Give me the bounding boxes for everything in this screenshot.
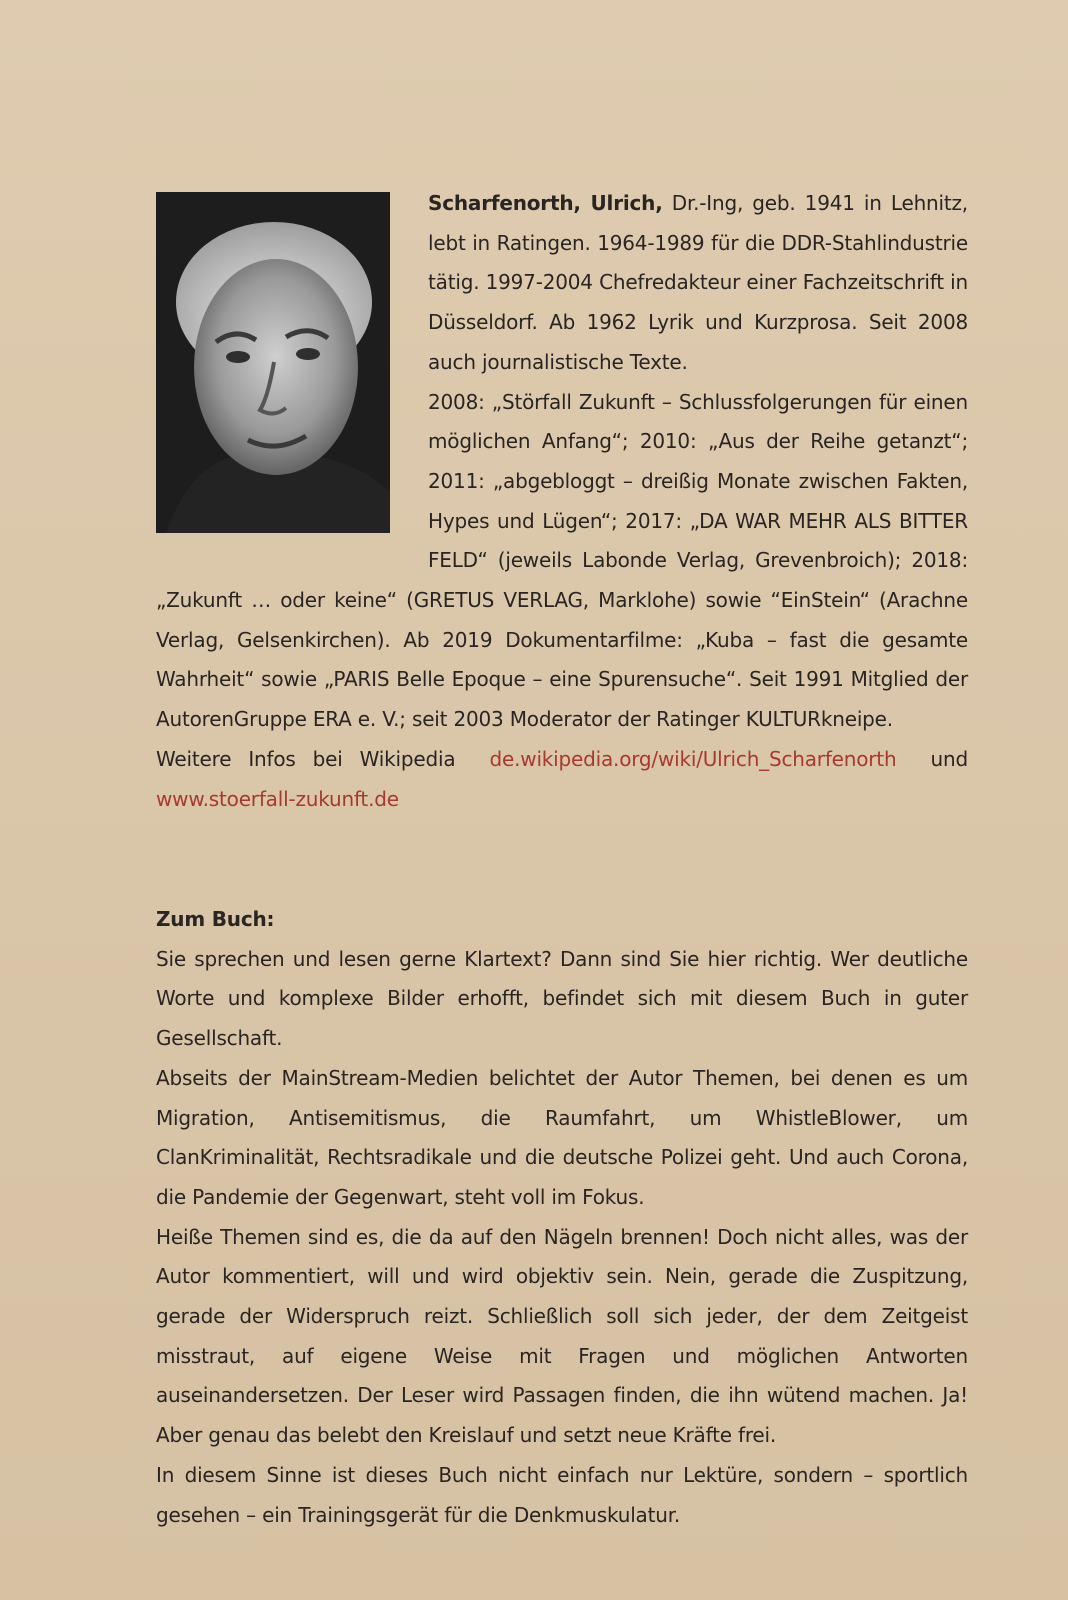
more-info <box>156 740 968 819</box>
book-paragraph: In diesem Sinne ist dieses Buch nicht einfach nur Lektüre, sondern – sportlich gesehen – ein Trainingsgerät für die Denkmuskulatur. <box>156 1462 968 1527</box>
wikipedia-link[interactable]: de.wikipedia.org/wiki/Ulrich_Scharfenorth <box>489 746 897 771</box>
website-link[interactable]: www.stoerfall-zukunft.de <box>156 786 399 811</box>
author-bio <box>156 184 968 819</box>
book-paragraph: Sie sprechen und lesen gerne Klartext? Dann sind Sie hier richtig. Wer deutliche Worte und komplexe Bilder erhofft, befindet sich mit diesem Buch in guter Gesellschaft. <box>156 946 968 1051</box>
bio-works: 2008: „Störfall Zukunft – Schlussfolgerungen für einen möglichen Anfang“; 2010: „Aus der Reihe getanzt“; 2011: „abgebloggt – dreißig Monate zwischen Fakten, Hypes und Lügen“; 2017: „DA WAR MEHR ALS BITTER FELD“ (jeweils Labonde Verlag, Grevenbroich); 2018: „Zukunft … oder keine“ (GRETUS VERLAG, Marklohe) sowie “EinStein“ (Arachne Verlag, Gelsenkirchen). Ab 2019 Dokumentarfilme: „Kuba – fast die gesamte Wahrheit“ sowie „PARIS Belle Epoque – eine Spurensuche“. Seit 1991 Mitglied der AutorenGruppe ERA e. V.; seit 2003 Moderator der Ratinger KULTURkneipe. <box>156 389 968 732</box>
book-paragraph: Abseits der MainStream-Medien belichtet der Autor Themen, bei denen es um Migration, Antisemitismus, die Raumfahrt, um WhistleBlower, um ClanKriminalität, Rechtsradikale und die deutsche Polizei geht. Und auch Corona, die Pandemie der Gegenwart, steht voll im Fokus. <box>156 1065 968 1209</box>
more-info-prefix: Weitere Infos bei Wikipedia <box>156 746 456 771</box>
book-heading: Zum Buch: <box>156 907 275 931</box>
bio-text: Dr.-Ing, geb. 1941 in Lehnitz, lebt in Ratingen. 1964-1989 für die DDR-Stahlindustrie tätig. 1997-2004 Chefredakteur einer Fachzeitschrift in Düsseldorf. Ab 1962 Lyrik und Kurzprosa. Seit 2008 auch journalistische Texte. <box>428 191 968 374</box>
photo-spacer <box>156 184 428 581</box>
book-paragraph: Heiße Themen sind es, die da auf den Nägeln brennen! Doch nicht alles, was der Autor kommentiert, will und wird objektiv sein. Nein, gerade die Zuspitzung, gerade der Widerspruch reizt. Schließlich soll sich jeder, der dem Zeitgeist misstraut, auf eigene Weise mit Fragen und möglichen Antworten auseinandersetzen. Der Leser wird Passagen finden, die ihn wütend machen. Ja! Aber genau das belebt den Kreislauf und setzt neue Kräfte frei. <box>156 1224 968 1448</box>
author-name: Scharfenorth, Ulrich, <box>428 191 663 215</box>
book-description <box>156 900 968 1535</box>
and-text: und <box>930 746 968 771</box>
